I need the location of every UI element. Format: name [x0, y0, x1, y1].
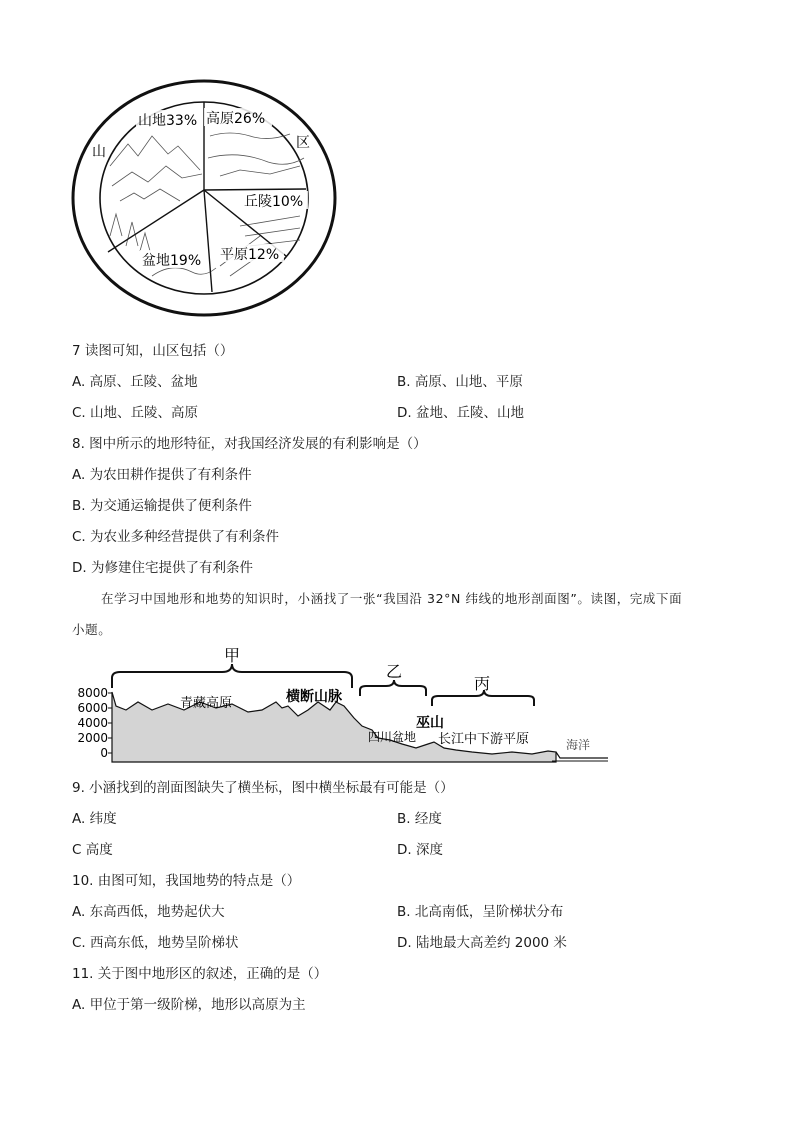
segment-label-basin: 盆地19% [142, 253, 202, 269]
q9-option-b[interactable]: B. 经度 [397, 811, 442, 827]
q10-option-b[interactable]: B. 北高南低，呈阶梯状分布 [397, 904, 564, 920]
ocean-line [556, 752, 608, 758]
segment-label-hills: 丘陵10% [244, 194, 304, 210]
q11-stem: 11. 关于图中地形区的叙述，正确的是（） [72, 966, 328, 982]
q8-option-c[interactable]: C. 为农业多种经营提供了有利条件 [72, 529, 280, 545]
q7-option-c[interactable]: C. 山地、丘陵、高原 [72, 405, 199, 421]
label-jia: 甲 [224, 646, 241, 665]
q10-option-c[interactable]: C. 西高东低，地势呈阶梯状 [72, 935, 239, 951]
terrain-profile-figure [72, 644, 608, 764]
label-ocean: 海洋 [566, 738, 591, 752]
segment-label-plain: 平原12% [220, 247, 280, 263]
y-tick-label: 4000 [77, 716, 108, 730]
y-tick-label: 2000 [77, 731, 108, 745]
q8-option-a[interactable]: A. 为农田耕作提供了有利条件 [72, 467, 252, 483]
label-hengduan-mountains: 横断山脉 [286, 689, 342, 705]
bracket-jia [112, 664, 352, 688]
y-tick-label: 6000 [77, 701, 108, 715]
label-wushan: 巫山 [416, 715, 444, 731]
intro-line-1: 在学习中国地形和地势的知识时，小涵找了一张“我国沿 32°N 纬线的地形剖面图”。读图，完成下面 [101, 591, 683, 606]
q10-stem: 10. 由图可知，我国地势的特点是（） [72, 873, 301, 889]
terrain-pie-figure [70, 76, 340, 320]
bracket-yi [360, 680, 426, 696]
q9-option-c[interactable]: C 高度 [72, 842, 113, 858]
label-qinghai-tibet-plateau: 青藏高原 [180, 696, 233, 711]
y-tick-label: 8000 [77, 686, 108, 700]
q7-option-b[interactable]: B. 高原、山地、平原 [397, 374, 523, 390]
label-yangtze-plain: 长江中下游平原 [438, 732, 530, 747]
label-yi: 乙 [386, 662, 403, 681]
q7-option-d[interactable]: D. 盆地、丘陵、山地 [397, 405, 524, 421]
q8-option-b[interactable]: B. 为交通运输提供了便利条件 [72, 498, 252, 514]
intro-line-2: 小题。 [72, 622, 112, 637]
q9-stem: 9. 小涵找到的剖面图缺失了横坐标，图中横坐标最有可能是（） [72, 780, 454, 796]
y-tick-label: 0 [100, 746, 108, 760]
q9-option-d[interactable]: D. 深度 [397, 842, 443, 858]
label-shan: 山 [92, 144, 106, 160]
label-sichuan-basin: 四川盆地 [368, 730, 417, 744]
q10-option-d[interactable]: D. 陆地最大高差约 2000 米 [397, 935, 567, 951]
q7-option-a[interactable]: A. 高原、丘陵、盆地 [72, 374, 198, 390]
q9-option-a[interactable]: A. 纬度 [72, 811, 117, 827]
q11-option-a[interactable]: A. 甲位于第一级阶梯，地形以高原为主 [72, 997, 306, 1013]
q7-stem: 7 读图可知，山区包括（） [72, 343, 234, 359]
label-qu: 区 [296, 135, 310, 151]
q8-stem: 8. 图中所示的地形特征，对我国经济发展的有利影响是（） [72, 436, 427, 452]
label-bing: 丙 [474, 674, 491, 693]
q10-option-a[interactable]: A. 东高西低，地势起伏大 [72, 904, 225, 920]
segment-label-mountain: 山地33% [138, 113, 198, 129]
q8-option-d[interactable]: D. 为修建住宅提供了有利条件 [72, 560, 253, 576]
segment-label-plateau: 高原26% [206, 111, 266, 127]
